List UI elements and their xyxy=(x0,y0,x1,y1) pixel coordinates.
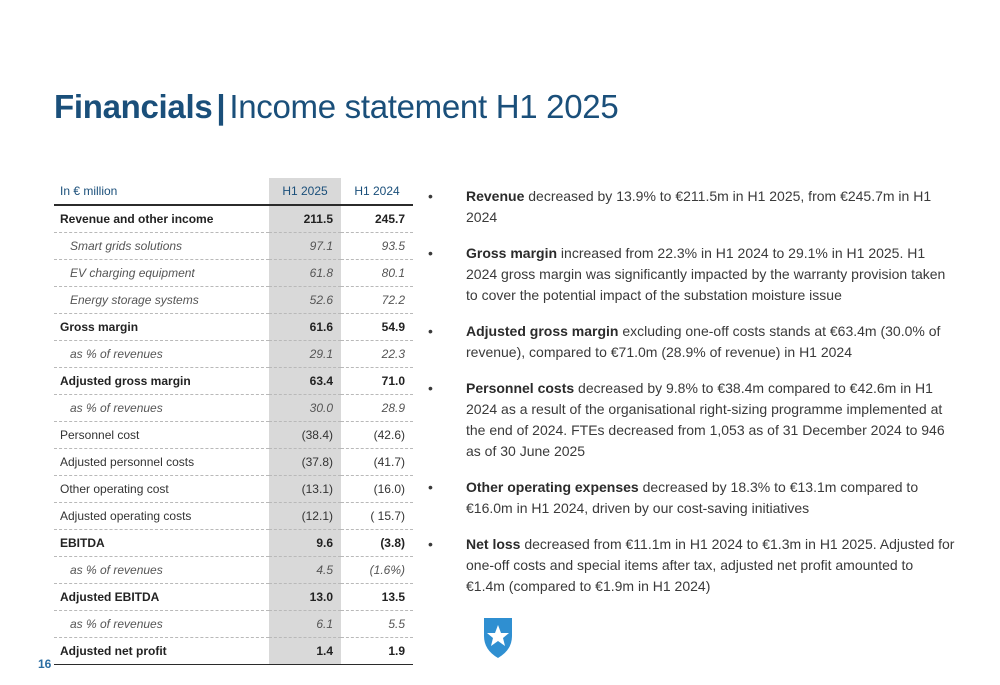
row-label: as % of revenues xyxy=(54,557,269,584)
page-number: 16 xyxy=(38,657,52,671)
row-value-h1-2024: (1.6%) xyxy=(341,557,413,584)
bullet-text: excluding one-off costs stands at €63.4m (30.0% of revenue), compared to €71.0m (28.9% of revenue) in H1 2024 xyxy=(466,323,941,360)
table-row xyxy=(54,503,413,530)
bullet-item xyxy=(428,378,956,462)
table-row xyxy=(54,341,413,368)
row-label: Revenue and other income xyxy=(54,205,269,233)
bullet-dot: • xyxy=(428,245,433,261)
table-row xyxy=(54,584,413,611)
table-header-row xyxy=(54,178,413,205)
row-value-h1-2025: 9.6 xyxy=(269,530,341,557)
row-value-h1-2024: (41.7) xyxy=(341,449,413,476)
bullet-keyword: Personnel costs xyxy=(466,380,575,396)
row-label: Personnel cost xyxy=(54,422,269,449)
row-label: Adjusted EBITDA xyxy=(54,584,269,611)
bullet-text: decreased by 18.3% to €13.1m compared to €16.0m in H1 2024, driven by our cost-saving initiatives xyxy=(466,479,919,516)
bullet-dot: • xyxy=(428,188,433,204)
row-label: Smart grids solutions xyxy=(54,233,269,260)
row-value-h1-2025: 52.6 xyxy=(269,287,341,314)
row-value-h1-2024: 245.7 xyxy=(341,205,413,233)
commentary-bullets xyxy=(428,186,956,612)
bullet-item xyxy=(428,321,956,363)
row-value-h1-2025: 61.8 xyxy=(269,260,341,287)
row-value-h1-2024: 1.9 xyxy=(341,638,413,665)
row-value-h1-2024: 28.9 xyxy=(341,395,413,422)
row-label: Adjusted gross margin xyxy=(54,368,269,395)
row-label: Adjusted net profit xyxy=(54,638,269,665)
row-label: Gross margin xyxy=(54,314,269,341)
row-value-h1-2025: 211.5 xyxy=(269,205,341,233)
row-value-h1-2024: (16.0) xyxy=(341,476,413,503)
table-row xyxy=(54,205,413,233)
title-rest: Income statement H1 2025 xyxy=(229,88,619,125)
row-value-h1-2025: 4.5 xyxy=(269,557,341,584)
row-label: as % of revenues xyxy=(54,611,269,638)
star-shield-logo-icon xyxy=(480,616,516,660)
row-label: EBITDA xyxy=(54,530,269,557)
row-value-h1-2025: (13.1) xyxy=(269,476,341,503)
bullet-dot: • xyxy=(428,536,433,552)
table-row xyxy=(54,422,413,449)
row-value-h1-2025: (38.4) xyxy=(269,422,341,449)
bullet-item xyxy=(428,534,956,597)
row-value-h1-2025: 1.4 xyxy=(269,638,341,665)
row-value-h1-2024: 80.1 xyxy=(341,260,413,287)
table-row xyxy=(54,260,413,287)
table-row xyxy=(54,611,413,638)
row-label: as % of revenues xyxy=(54,341,269,368)
table-row xyxy=(54,449,413,476)
bullet-text: increased from 22.3% in H1 2024 to 29.1% in H1 2025. H1 2024 gross margin was significantly impacted by the warranty provision taken to cover the potential impact of the substation moisture issue xyxy=(466,245,946,303)
row-value-h1-2025: (12.1) xyxy=(269,503,341,530)
table-row xyxy=(54,233,413,260)
header-unit: In € million xyxy=(54,178,269,205)
bullet-keyword: Net loss xyxy=(466,536,521,552)
table-row xyxy=(54,287,413,314)
row-value-h1-2025: 97.1 xyxy=(269,233,341,260)
bullet-item xyxy=(428,477,956,519)
row-value-h1-2024: 5.5 xyxy=(341,611,413,638)
row-label: Adjusted operating costs xyxy=(54,503,269,530)
row-value-h1-2024: 54.9 xyxy=(341,314,413,341)
bullet-dot: • xyxy=(428,479,433,495)
bullet-keyword: Adjusted gross margin xyxy=(466,323,619,339)
bullet-dot: • xyxy=(428,323,433,339)
header-h1-2025: H1 2025 xyxy=(269,178,341,205)
row-value-h1-2024: (42.6) xyxy=(341,422,413,449)
row-value-h1-2024: 13.5 xyxy=(341,584,413,611)
header-h1-2024: H1 2024 xyxy=(341,178,413,205)
row-label: EV charging equipment xyxy=(54,260,269,287)
table-row xyxy=(54,476,413,503)
row-label: as % of revenues xyxy=(54,395,269,422)
row-value-h1-2025: 6.1 xyxy=(269,611,341,638)
bullet-item xyxy=(428,186,956,228)
bullet-keyword: Other operating expenses xyxy=(466,479,639,495)
row-value-h1-2025: 63.4 xyxy=(269,368,341,395)
bullet-text: decreased by 13.9% to €211.5m in H1 2025, from €245.7m in H1 2024 xyxy=(466,188,932,225)
row-value-h1-2024: 72.2 xyxy=(341,287,413,314)
title-separator: | xyxy=(216,88,226,125)
row-label: Energy storage systems xyxy=(54,287,269,314)
page-title xyxy=(54,88,618,126)
table-row xyxy=(54,638,413,665)
bullet-keyword: Revenue xyxy=(466,188,525,204)
bullet-item xyxy=(428,243,956,306)
row-value-h1-2024: 93.5 xyxy=(341,233,413,260)
row-value-h1-2025: (37.8) xyxy=(269,449,341,476)
row-value-h1-2024: (3.8) xyxy=(341,530,413,557)
table-row xyxy=(54,557,413,584)
row-value-h1-2024: 71.0 xyxy=(341,368,413,395)
table-row xyxy=(54,395,413,422)
bullet-keyword: Gross margin xyxy=(466,245,558,261)
table-row xyxy=(54,368,413,395)
bullet-text: decreased by 9.8% to €38.4m compared to €42.6m in H1 2024 as a result of the organisational right-sizing programme implemented at the end of 2024. FTEs decreased from 1,053 as of 31 December 2024 to 946 as of 30 June 2025 xyxy=(466,380,945,459)
bullet-dot: • xyxy=(428,380,433,396)
row-value-h1-2025: 61.6 xyxy=(269,314,341,341)
table-row xyxy=(54,530,413,557)
bullet-text: decreased from €11.1m in H1 2024 to €1.3m in H1 2025. Adjusted for one-off costs and special items after tax, adjusted net profit amounted to €1.4m (compared to €1.9m in H1 2024) xyxy=(466,536,955,594)
row-value-h1-2025: 30.0 xyxy=(269,395,341,422)
row-label: Adjusted personnel costs xyxy=(54,449,269,476)
income-statement-table xyxy=(54,178,413,665)
title-bold: Financials xyxy=(54,88,213,125)
row-value-h1-2024: 22.3 xyxy=(341,341,413,368)
row-value-h1-2025: 13.0 xyxy=(269,584,341,611)
row-label: Other operating cost xyxy=(54,476,269,503)
table-row xyxy=(54,314,413,341)
row-value-h1-2024: ( 15.7) xyxy=(341,503,413,530)
row-value-h1-2025: 29.1 xyxy=(269,341,341,368)
